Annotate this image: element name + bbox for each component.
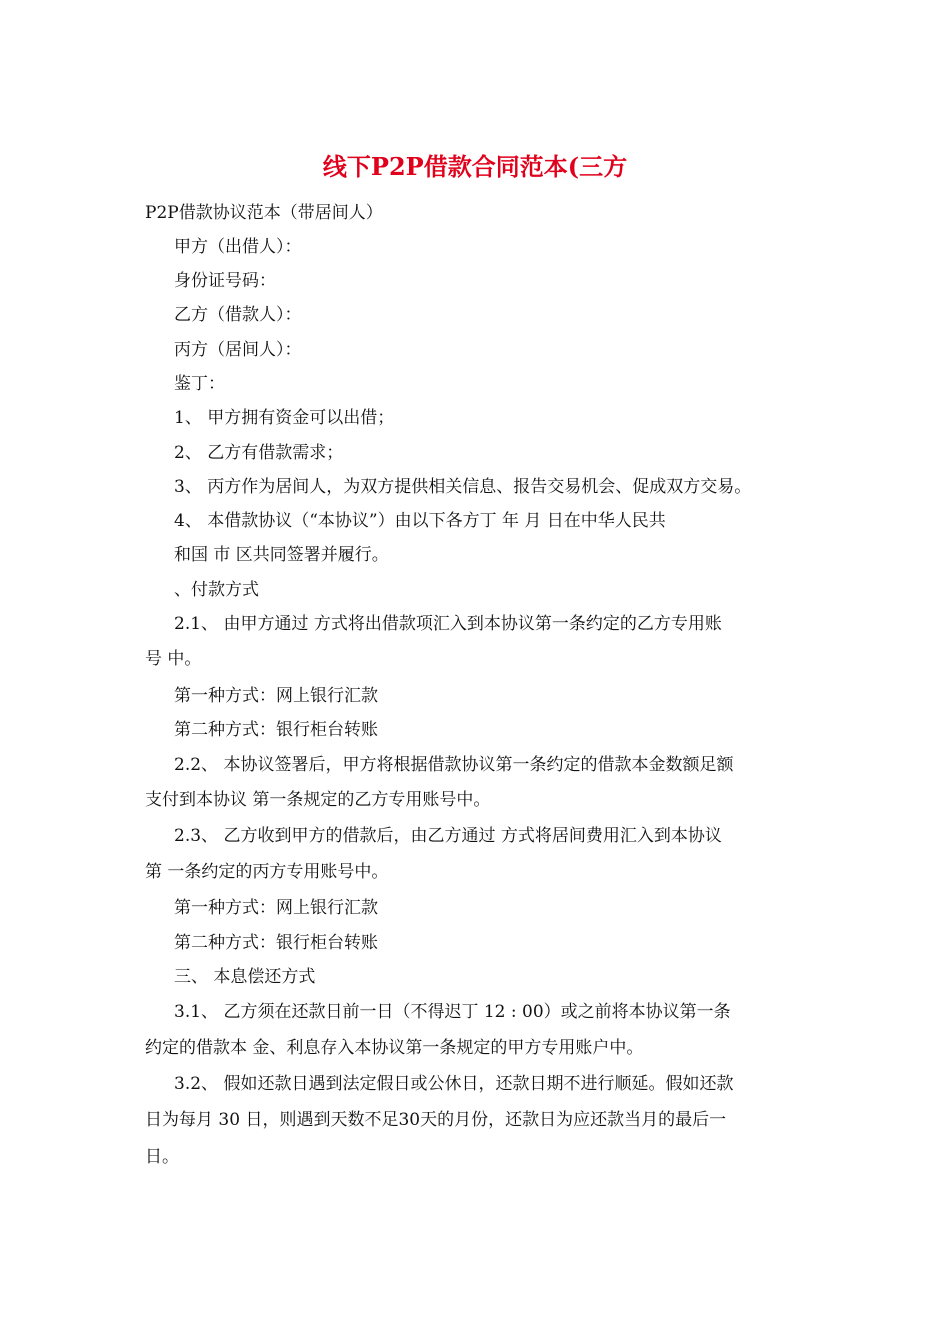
text-line: 甲方（出借人）： [174,237,302,257]
text-line: 3.2、 假如还款日遇到法定假日或公休日，还款日期不进行顺延。假如还款 [174,1074,734,1094]
text-line: 支付到本协议 第一条规定的乙方专用账号中。 [145,790,491,810]
text-line: 3.1、 乙方须在还款日前一日（不得迟丁 12 : 00）或之前将本协议第一条 [174,1002,731,1022]
text-line: 2.1、 由甲方通过 方式将出借款项汇入到本协议第一条约定的乙方专用账 [174,614,722,634]
text-line: 鉴丁： [174,374,225,394]
text-line: 第二种方式：银行柜台转账 [174,720,378,740]
document-title: 线下P2P借款合同范本(三方 [322,152,628,181]
text-line: 乙方（借款人）： [174,305,302,325]
text-line: 第一种方式：网上银行汇款 [174,898,378,918]
text-line: 约定的借款本 金、利息存入本协议第一条规定的甲方专用账户中。 [145,1038,644,1058]
text-line: 、付款方式 [174,580,259,600]
text-line: 日为每月 30 日，则遇到天数不足30天的月份，还款日为应还款当月的最后一 [145,1110,727,1130]
text-line: 第二种方式：银行柜台转账 [174,933,378,953]
text-line: 号 中。 [145,649,202,669]
text-line: 第 一条约定的丙方专用账号中。 [145,862,389,882]
text-line: 日。 [145,1147,179,1167]
text-line: P2P借款协议范本（带居间人） [145,203,383,223]
text-line: 身份证号码： [174,271,276,291]
text-line: 第一种方式：网上银行汇款 [174,686,378,706]
text-line: 2.2、 本协议签署后，甲方将根据借款协议第一条约定的借款本金数额足额 [174,755,734,775]
text-line: 2.3、 乙方收到甲方的借款后，由乙方通过 方式将居间费用汇入到本协议 [174,826,722,846]
text-line: 2、 乙方有借款需求； [174,443,344,463]
text-line: 三、 本息偿还方式 [174,967,316,987]
text-line: 4、 本借款协议（“本协议”）由以下各方丁 年 月 日在中华人民共 [174,511,666,531]
text-line: 丙方（居间人）： [174,340,302,360]
text-line: 3、 丙方作为居间人，为双方提供相关信息、报告交易机会、促成双方交易。 [174,477,752,497]
text-line: 和国 巿 区共同签署并履行。 [174,545,389,565]
text-line: 1、 甲方拥有资金可以出借； [174,408,395,428]
